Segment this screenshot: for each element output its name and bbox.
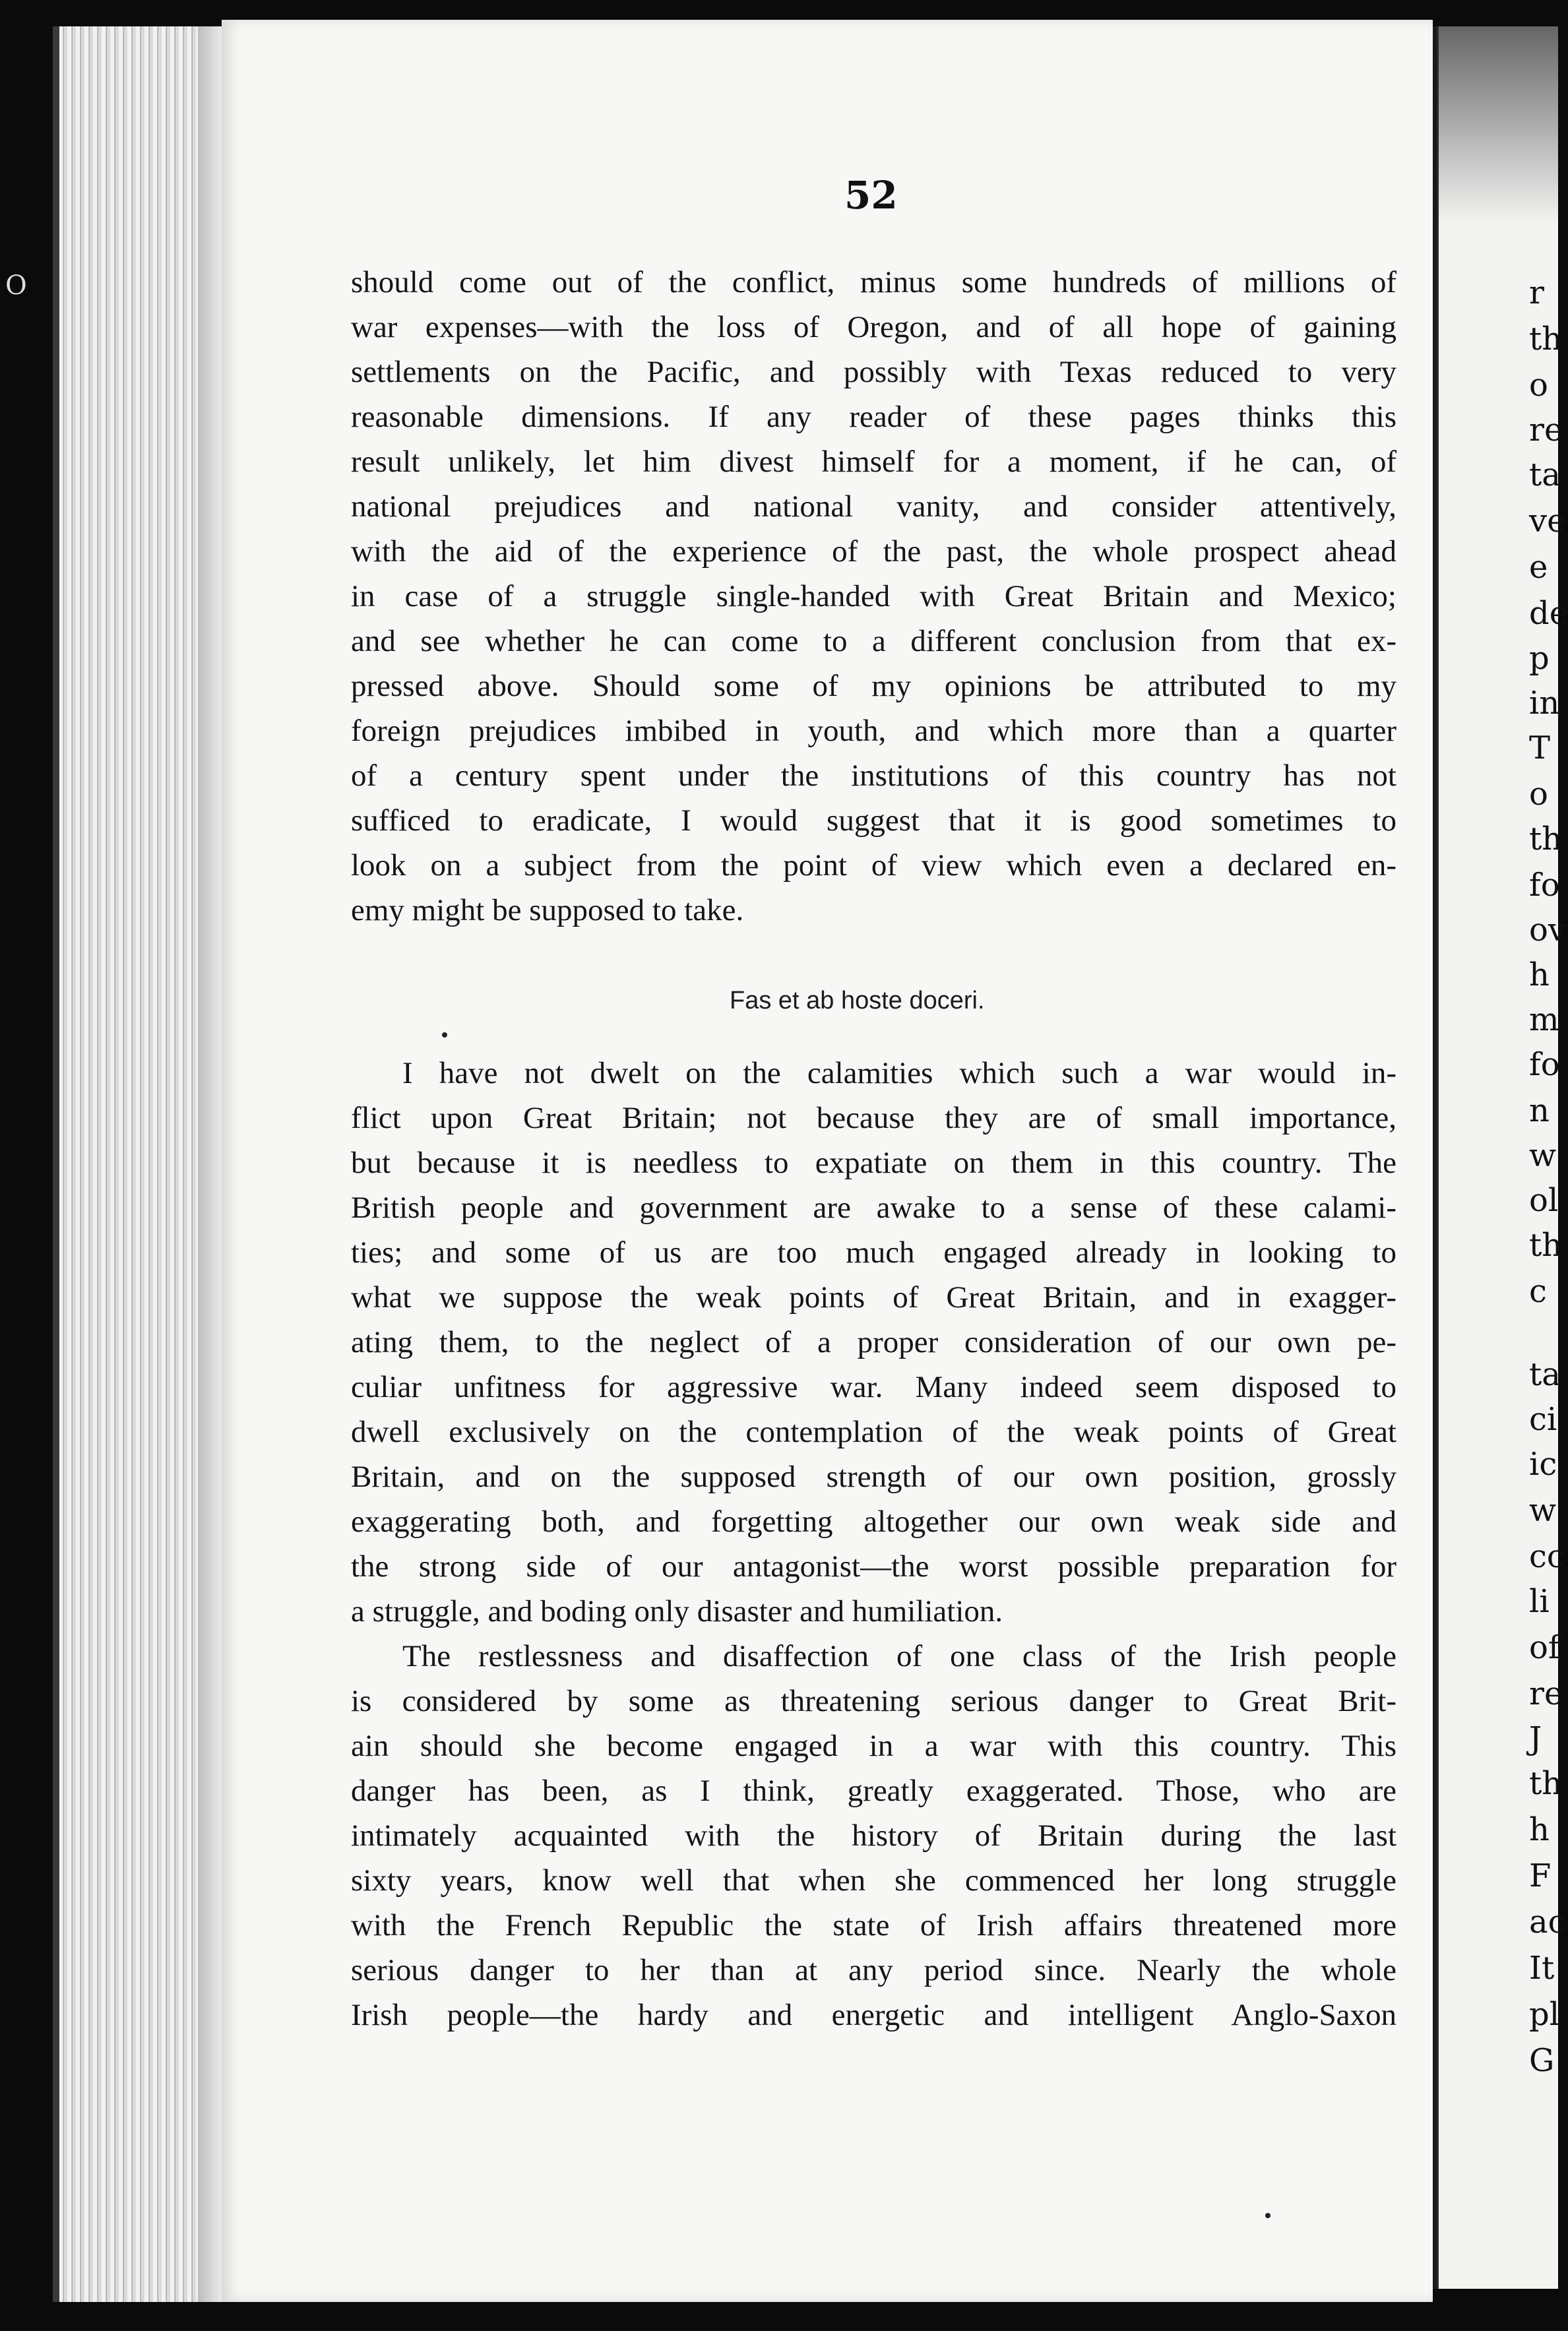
text-line: reasonable dimensions. If any reader of these pages thinks this xyxy=(351,400,1396,434)
facing-page-fragment: ta xyxy=(1529,456,1561,493)
text-line: with the French Republic the state of Irish affairs threatened more xyxy=(351,1908,1396,1942)
facing-page-fragment: re xyxy=(1529,1675,1563,1712)
text-line: is considered by some as threatening serious danger to Great Brit- xyxy=(351,1684,1396,1718)
text-line: settlements on the Pacific, and possibly with Texas reduced to very xyxy=(351,355,1396,389)
text-line: with the aid of the experience of the past, the whole prospect ahead xyxy=(351,534,1396,569)
facing-page-fragment: c xyxy=(1529,1273,1547,1310)
facing-page-fragment: th xyxy=(1529,321,1563,357)
facing-page-fragment: p xyxy=(1529,640,1550,677)
text-line: of a century spent under the institutions of this country has not xyxy=(351,759,1396,793)
text-line: The restlessness and disaffection of one class of the Irish people xyxy=(402,1639,1396,1673)
facing-page-fragment: h xyxy=(1529,1811,1550,1848)
facing-page-fragment: ve xyxy=(1529,503,1566,540)
facing-page-fragment: fo xyxy=(1529,1046,1560,1083)
facing-page-fragment: ac xyxy=(1529,1904,1566,1941)
text-line: war expenses—with the loss of Oregon, and of all hope of gaining xyxy=(351,310,1396,344)
facing-page-fragment: re xyxy=(1529,412,1563,449)
facing-page-fragment: It xyxy=(1529,1950,1555,1987)
facing-page-fragment: ol xyxy=(1529,1182,1559,1219)
facing-page-fragment: o xyxy=(1529,367,1548,404)
facing-page-fragment: n xyxy=(1529,1092,1550,1129)
text-line: foreign prejudices imbibed in youth, and which more than a quarter xyxy=(351,714,1396,748)
text-line: sufficed to eradicate, I would suggest that it is good sometimes to xyxy=(351,803,1396,838)
facing-page-fragment: in xyxy=(1529,685,1560,722)
facing-page-fragment: cc xyxy=(1529,1538,1565,1575)
text-line: culiar unfitness for aggressive war. Many indeed seem disposed to xyxy=(351,1370,1396,1404)
page-number: 52 xyxy=(844,173,898,218)
text-line: pressed above. Should some of my opinions be attributed to my xyxy=(351,669,1396,703)
text-line: in case of a struggle single-handed with Great Britain and Mexico; xyxy=(351,579,1396,613)
facing-page-fragment: th xyxy=(1529,1227,1563,1264)
text-line: intimately acquainted with the history of Britain during the last xyxy=(351,1818,1396,1853)
facing-page-fragment: m xyxy=(1529,1001,1559,1038)
facing-page-fragment: th xyxy=(1529,1765,1563,1802)
facing-page-fragment: T xyxy=(1529,730,1551,766)
text-line: a struggle, and boding only disaster and humiliation. xyxy=(351,1594,1003,1629)
text-line: flict upon Great Britain; not because they are of small importance, xyxy=(351,1101,1396,1135)
text-line: but because it is needless to expatiate on them in this country. The xyxy=(351,1146,1396,1180)
facing-page-fragment: o xyxy=(1529,776,1548,813)
facing-page-fragment: of xyxy=(1529,1629,1560,1666)
facing-page-fragment: e xyxy=(1529,549,1548,586)
facing-page-fragment: li xyxy=(1529,1583,1550,1620)
facing-page-fragment: ta xyxy=(1529,1356,1561,1393)
text-line: Britain, and on the supposed strength of our own position, grossly xyxy=(351,1460,1396,1494)
text-line: I have not dwelt on the calamities which such a war would in- xyxy=(402,1056,1396,1090)
text-line: national prejudices and national vanity, and consider attentively, xyxy=(351,489,1396,524)
text-line: ain should she become engaged in a war with this country. This xyxy=(351,1729,1396,1763)
facing-page-edge xyxy=(1437,26,1439,2289)
left-edge-mark: O xyxy=(5,270,27,301)
text-line: ating them, to the neglect of a proper consideration of our own pe- xyxy=(351,1325,1396,1359)
ink-speck xyxy=(1265,2213,1270,2218)
facing-page-shadow xyxy=(1437,26,1558,224)
text-line: danger has been, as I think, greatly exaggerated. Those, who are xyxy=(351,1774,1396,1808)
text-line: emy might be supposed to take. xyxy=(351,893,744,927)
facing-page-fragment: ci xyxy=(1529,1401,1557,1438)
text-line: what we suppose the weak points of Great Britain, and in exagger- xyxy=(351,1280,1396,1315)
facing-page-fragment: th xyxy=(1529,821,1563,857)
facing-page-fragment: w xyxy=(1529,1492,1557,1529)
latin-motto: Fas et ab hoste doceri. xyxy=(730,987,985,1014)
text-line: ties; and some of us are too much engaged already in looking to xyxy=(351,1235,1396,1270)
text-line: serious danger to her than at any period since. Nearly the whole xyxy=(351,1953,1396,1987)
facing-page-fragment: J xyxy=(1529,1720,1542,1757)
text-line: British people and government are awake to a sense of these calami- xyxy=(351,1191,1396,1225)
facing-page-fragment: ov xyxy=(1529,912,1567,948)
facing-page-fragment: fo xyxy=(1529,867,1560,904)
text-line: should come out of the conflict, minus some hundreds of millions of xyxy=(351,265,1396,299)
facing-page-fragment: h xyxy=(1529,956,1550,993)
text-line: Irish people—the hardy and energetic and intelligent Anglo-Saxon xyxy=(351,1998,1396,2032)
text-line: sixty years, know well that when she commenced her long struggle xyxy=(351,1863,1396,1898)
facing-page-fragment: de xyxy=(1529,595,1568,632)
text-line: and see whether he can come to a different conclusion from that ex- xyxy=(351,624,1396,658)
facing-page-fragment: G xyxy=(1529,2042,1555,2079)
ink-speck xyxy=(442,1032,447,1038)
text-line: dwell exclusively on the contemplation of the weak points of Great xyxy=(351,1415,1396,1449)
facing-page-fragment: w xyxy=(1529,1137,1557,1174)
text-line: the strong side of our antagonist—the worst possible preparation for xyxy=(351,1549,1396,1584)
facing-page-fragment: ic xyxy=(1529,1446,1557,1483)
facing-page-fragment: F xyxy=(1529,1857,1552,1894)
text-line: result unlikely, let him divest himself for a moment, if he can, of xyxy=(351,445,1396,479)
facing-page-fragment: r xyxy=(1529,274,1544,311)
text-line: exaggerating both, and forgetting altogether our own weak side and xyxy=(351,1505,1396,1539)
facing-page-fragment: pl xyxy=(1529,1996,1560,2033)
text-line: look on a subject from the point of view which even a declared en- xyxy=(351,848,1396,883)
book-gutter xyxy=(198,26,224,2302)
